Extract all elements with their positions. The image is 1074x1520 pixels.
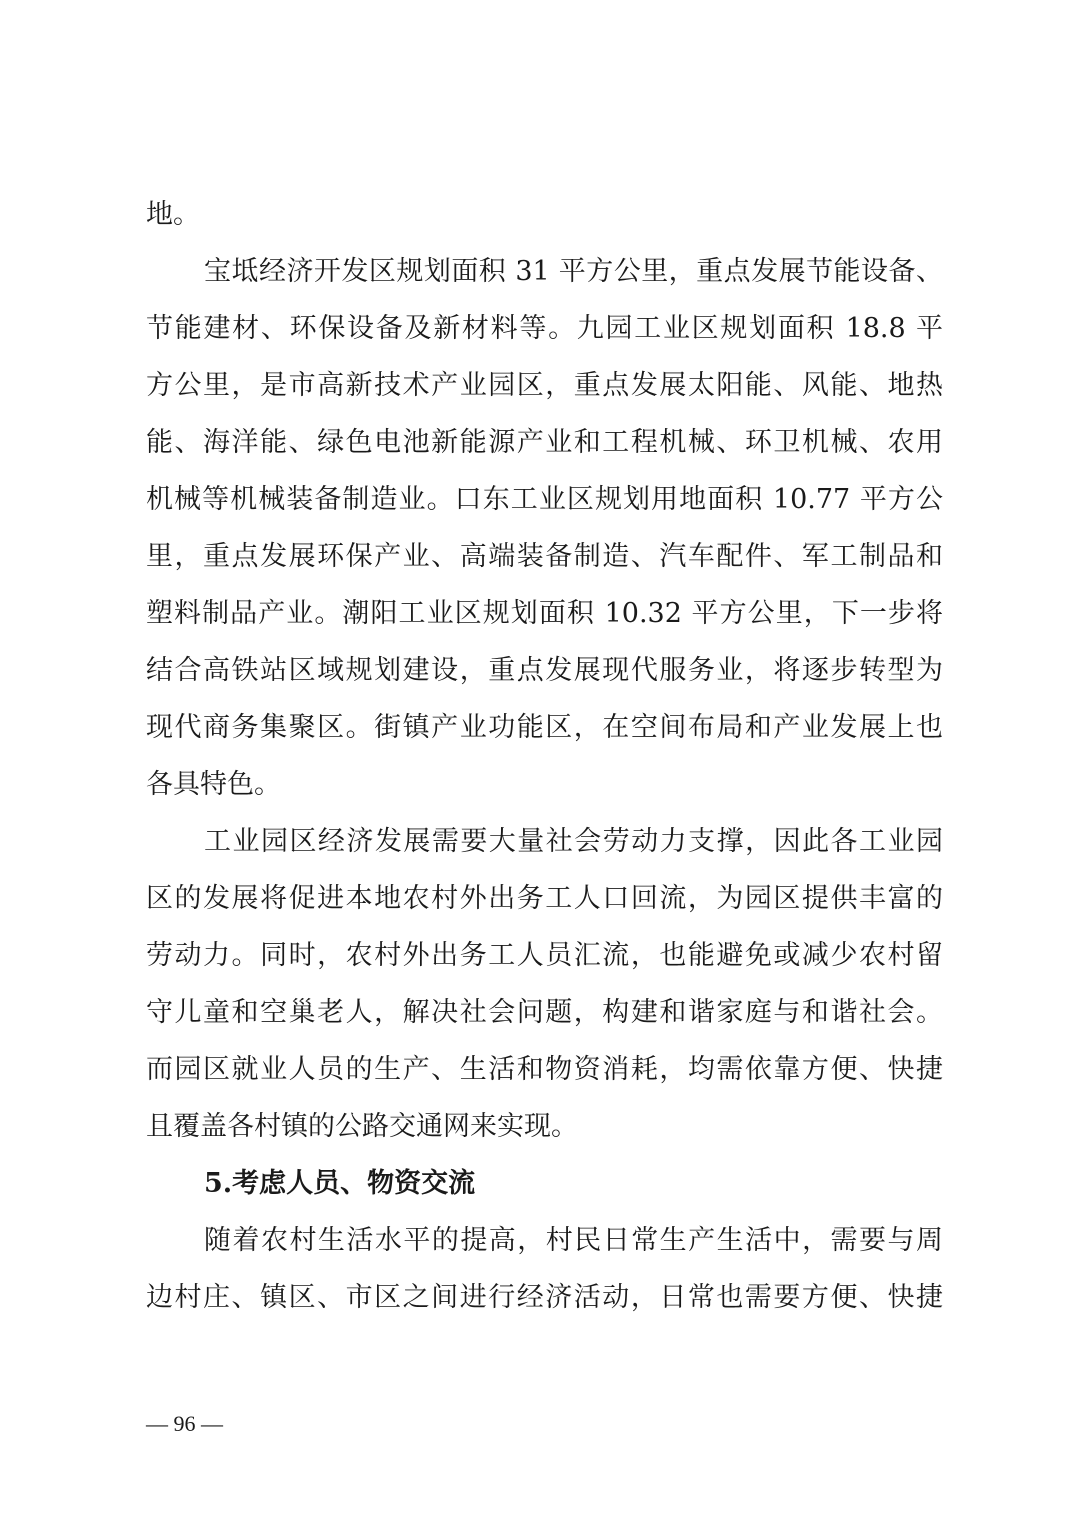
paragraph-line: 地。 — [146, 199, 200, 230]
paragraph-line: 工业园区经济发展需要大量社会劳动力支撑，因此各工业园 — [204, 826, 943, 857]
paragraph-line: 里，重点发展环保产业、高端装备制造、汽车配件、军工制品和 — [146, 541, 943, 572]
paragraph-line: 各具特色。 — [146, 769, 281, 800]
paragraph-line: 区的发展将促进本地农村外出务工人口回流，为园区提供丰富的 — [146, 883, 943, 914]
paragraph-line: 边村庄、镇区、市区之间进行经济活动，日常也需要方便、快捷 — [146, 1282, 943, 1313]
paragraph-line: 守儿童和空巢老人，解决社会问题，构建和谐家庭与和谐社会。 — [146, 997, 943, 1028]
paragraph-line: 劳动力。同时，农村外出务工人员汇流，也能避免或减少农村留 — [146, 940, 943, 971]
page-number: — 96 — — [146, 1411, 223, 1436]
paragraph-line: 且覆盖各村镇的公路交通网来实现。 — [146, 1111, 578, 1142]
paragraph-line: 而园区就业人员的生产、生活和物资消耗，均需依靠方便、快捷 — [146, 1054, 943, 1085]
page-body — [146, 186, 943, 1326]
paragraph-line: 能、海洋能、绿色电池新能源产业和工程机械、环卫机械、农用 — [146, 427, 943, 458]
paragraph-line: 方公里，是市高新技术产业园区，重点发展太阳能、风能、地热 — [146, 370, 943, 401]
paragraph-line: 宝坻经济开发区规划面积 31 平方公里，重点发展节能设备、 — [204, 256, 943, 287]
paragraph-line: 塑料制品产业。潮阳工业区规划面积 10.32 平方公里，下一步将 — [146, 598, 943, 629]
paragraph-line: 随着农村生活水平的提高，村民日常生产生活中，需要与周 — [204, 1225, 943, 1256]
paragraph-line: 机械等机械装备制造业。口东工业区规划用地面积 10.77 平方公 — [146, 484, 943, 515]
paragraph-line: 节能建材、环保设备及新材料等。九园工业区规划面积 18.8 平 — [146, 313, 943, 344]
paragraph-line: 结合高铁站区域规划建设，重点发展现代服务业，将逐步转型为 — [146, 655, 943, 686]
paragraph-line: 现代商务集聚区。街镇产业功能区，在空间布局和产业发展上也 — [146, 712, 943, 743]
section-heading: 5.考虑人员、物资交流 — [204, 1168, 476, 1199]
